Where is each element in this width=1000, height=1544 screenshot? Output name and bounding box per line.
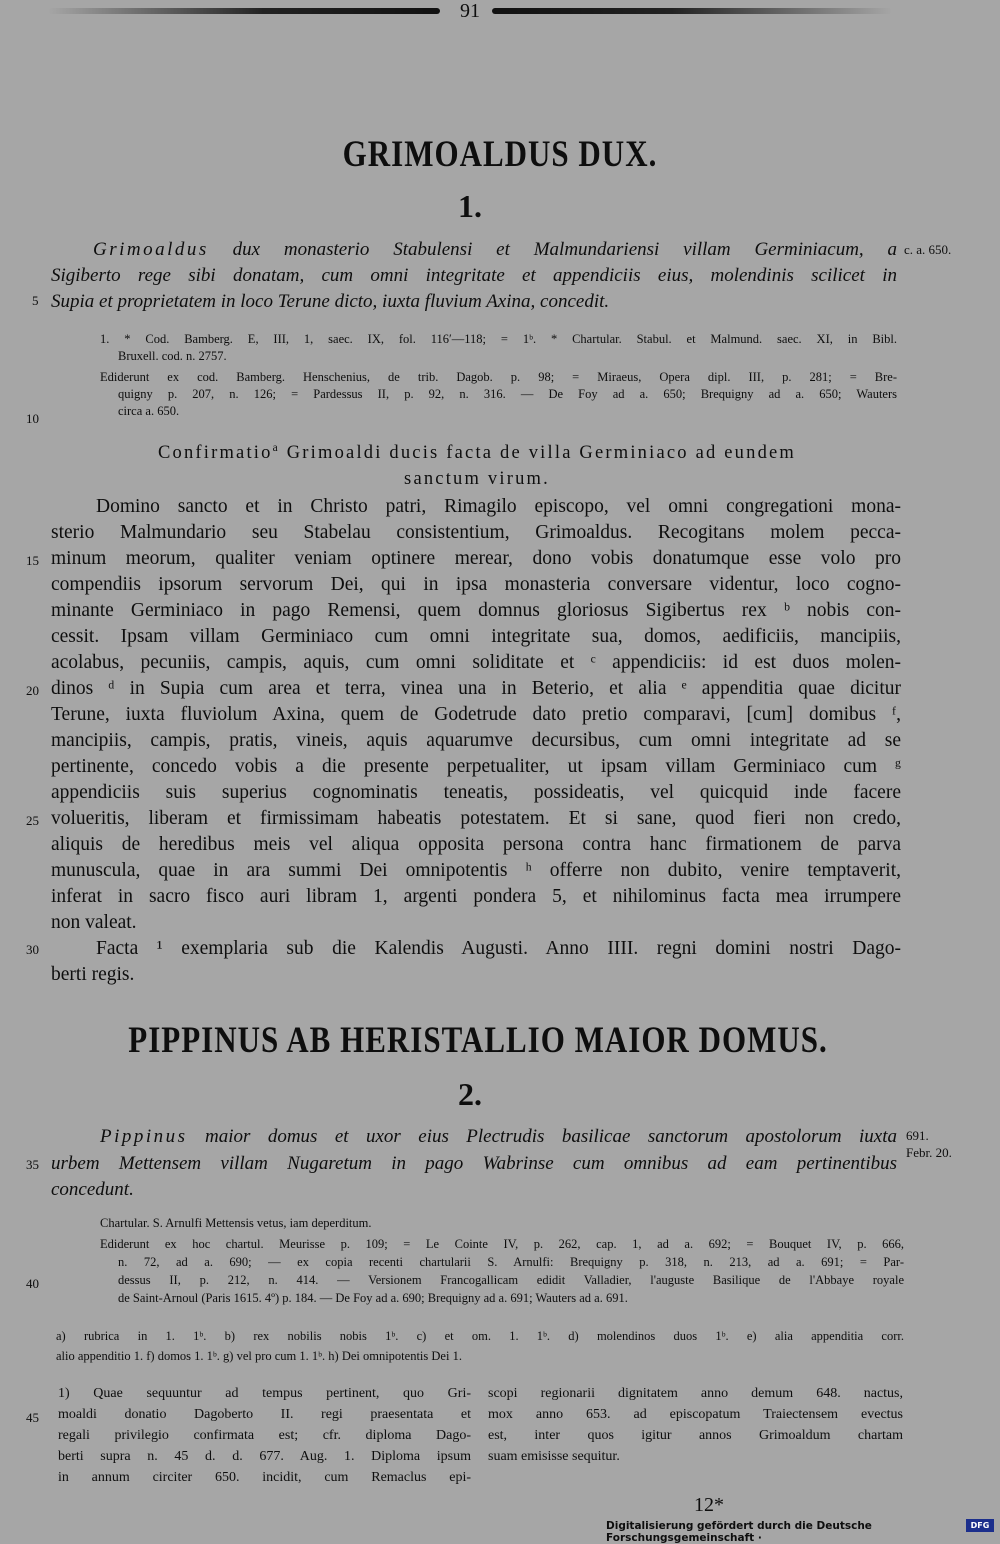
apparatus-line: a) rubrica in 1. 1ᵇ. b) rex nobilis nobis 1ᵇ. c) et om. 1. 1ᵇ. d) molendinos duos 1ᵇ. e) alia appenditia corr. <box>56 1329 904 1343</box>
text-line: inferat in sacro fisco auri libram 1, argenti pondera 5, et nihilominus facta mea irrumpere <box>51 886 901 907</box>
source-note: quigny p. 207, n. 126; = Pardessus II, p. 92, n. 316. — De Foy ad a. 650; Brequigny ad a. 650; Wauters <box>118 387 897 401</box>
signature-mark: 12* <box>694 1494 724 1516</box>
section-title-1: GRIMOALDUS DUX. <box>342 132 658 175</box>
text-line: Facta ¹ exemplaria sub die Kalendis Augusti. Anno IIII. regni domini nostri Dago- <box>96 938 901 959</box>
document-number-2: 2. <box>458 1076 482 1112</box>
confirmatio-heading-cont: sanctum virum. <box>404 469 550 489</box>
text-line: mancipiis, campis, pratis, vineis, aquis aquarumve decursibus, cum omni integritate ad se <box>51 730 901 751</box>
text-line: appendiciis suis superius cognominatis teneatis, possideatis, vel quicquid inde facere <box>51 782 901 803</box>
regest-line: Grimoaldus dux monasterio Stabulensi et Malmundariensi villam Germiniacum, a <box>93 239 897 260</box>
header-rule-right <box>492 8 892 14</box>
line-number: 20 <box>26 683 39 698</box>
source-note: Bruxell. cod. n. 2757. <box>118 349 227 363</box>
digitization-credit: Digitalisierung gefördert durch die Deutsche Forschungsgemeinschaft · <box>606 1520 872 1544</box>
line-number: 25 <box>26 813 39 828</box>
source-note: 1. * Cod. Bamberg. E, III, 1, saec. IX, fol. 116′—118; = 1ᵇ. * Chartular. Stabul. et Malmund. saec. XI, in Bibl. <box>100 332 897 346</box>
line-number: 40 <box>26 1276 39 1291</box>
confirmatio-heading: Confirmatio$^a$ Grimoaldi ducis facta de villa Germiniaco ad eundem <box>157 441 797 463</box>
source-note: Ediderunt ex hoc chartul. Meurisse p. 109; = Le Cointe IV, p. 262, cap. 1, ad a. 692; = Bouquet IV, p. 666, <box>100 1237 904 1251</box>
footnote-line: mox anno 653. ad episcopatum Traiectensem evectus <box>488 1407 903 1422</box>
margin-date-2: 691. <box>906 1128 929 1143</box>
text-line: acolabus, pecuniis, campis, aquis, cum omni soliditate et ᶜ appendiciis: id est duos molen- <box>51 652 901 673</box>
header-rule-left <box>48 8 440 14</box>
source-note: Ediderunt ex cod. Bamberg. Henschenius, de trib. Dagob. p. 98; = Miraeus, Opera dipl. III, p. 281; = Bre- <box>100 370 897 384</box>
text-line: sterio Malmundario seu Stabelau consistentium, Grimoaldus. Recogitans molem pecca- <box>51 522 901 543</box>
regest-line: Supia et proprietatem in loco Terune dicto, iuxta fluvium Axina, concedit. <box>51 291 610 312</box>
source-note: n. 72, ad a. 690; — ex copia recenti chartularii S. Arnulfi: Brequigny p. 318, n. 213, ad a. 691; = Par- <box>118 1255 904 1269</box>
text-line: volueritis, liberam et firmissimam habeatis potestatem. Et si sane, quod fieri non credo, <box>51 808 901 829</box>
page-number: 91 <box>460 0 480 22</box>
line-number: 10 <box>26 411 39 426</box>
line-number: 15 <box>26 553 39 568</box>
footnote-line: berti supra n. 45 d. d. 677. Aug. 1. Diploma ipsum <box>58 1449 471 1464</box>
text-line: berti regis. <box>51 964 135 985</box>
margin-date-1: c. a. 650. <box>904 242 952 257</box>
regest-line: urbem Mettensem villam Nugaretum in pago Wabrinse cum omnibus ad eam pertinentibus <box>51 1153 897 1174</box>
line-number: 45 <box>26 1410 39 1425</box>
document-number-1: 1. <box>458 188 482 224</box>
text-line: Domino sancto et in Christo patri, Rimagilo episcopo, vel omni congregationi mona- <box>96 496 901 517</box>
footnote-line: scopi regionarii dignitatem anno demum 648. nactus, <box>488 1386 903 1401</box>
text-line: cessit. Ipsam villam Germiniaco cum omni integritate sua, domos, aedificiis, mancipiis, <box>51 626 901 647</box>
text-line: Terune, iuxta fluviolum Axina, quem de Godetrude dato pretio comparavi, [cum] domibus ᶠ, <box>51 704 901 725</box>
margin-date-2-day: Febr. 20. <box>906 1145 952 1160</box>
text-line: pertinente, concedo vobis a die presente perpetualiter, ut ipsam villam Germiniaco cum ᵍ <box>51 756 901 777</box>
regest-line: concedunt. <box>51 1179 134 1200</box>
footnote-line: 1) Quae sequuntur ad tempus pertinent, quo Gri- <box>58 1386 471 1401</box>
footnote-line: regali privilegio confirmata est; cfr. diploma Dago- <box>58 1428 471 1443</box>
text-line: minum meorum, qualiter veniam optinere merear, dono vobis donatumque esse volo pro <box>51 548 901 569</box>
source-note: de Saint-Arnoul (Paris 1615. 4º) p. 184. — De Foy ad a. 690; Brequigny ad a. 691; Wauters ad a. 691. <box>118 1291 628 1305</box>
text-line: compendiis ipsorum servorum Dei, qui in ipsa monasteria conversare videntur, loco cogno- <box>51 574 901 595</box>
text-line: minante Germiniaco in pago Remensi, quem domnus gloriosus Sigibertus rex ᵇ nobis con- <box>51 600 901 621</box>
section-title-2: PIPPINUS AB HERISTALLIO MAIOR DOMUS. <box>128 1018 828 1061</box>
footnote-line: est, inter quos igitur annos Grimoaldum chartam <box>488 1428 903 1443</box>
source-note: circa a. 650. <box>118 404 180 418</box>
regest-line: Pippinus maior domus et uxor eius Plectrudis basilicae sanctorum apostolorum iuxta <box>100 1126 897 1147</box>
line-number: 5 <box>32 293 39 308</box>
text-line: aliquis de heredibus meis vel aliqua opposita persona contra hanc firmationem de parva <box>51 834 901 855</box>
footnote-line: suam emisisse sequitur. <box>488 1449 620 1464</box>
text-line: dinos ᵈ in Supia cum area et terra, vinea una in Beterio, et alia ᵉ appenditia quae dicitur <box>51 678 901 699</box>
source-note: Chartular. S. Arnulfi Mettensis vetus, iam deperditum. <box>100 1216 372 1230</box>
source-note: dessus II, p. 212, n. 414. — Versionem Francogallicam edidit Valladier, l'auguste Basilique de l'Abbaye royale <box>118 1273 904 1287</box>
regest-line: Sigiberto rege sibi donatam, cum omni integritate et appendiciis eius, molendinis scilicet in <box>51 265 897 286</box>
dfg-logo: DFG <box>966 1519 994 1532</box>
apparatus-line: alio appenditio 1. f) domos 1. 1ᵇ. g) vel pro cum 1. 1ᵇ. h) Dei omnipotentis Dei 1. <box>56 1349 462 1363</box>
footnote-line: in annum circiter 650. incidit, cum Remaclus epi- <box>58 1470 471 1485</box>
line-number: 35 <box>26 1157 39 1172</box>
footnote-line: moaldi donatio Dagoberto II. regi praesentata et <box>58 1407 471 1422</box>
line-number: 30 <box>26 942 39 957</box>
text-line: non valeat. <box>51 912 137 933</box>
text-line: munuscula, quae in ara summi Dei omnipotentis ʰ offerre non dubito, venire temptaverit, <box>51 860 901 881</box>
